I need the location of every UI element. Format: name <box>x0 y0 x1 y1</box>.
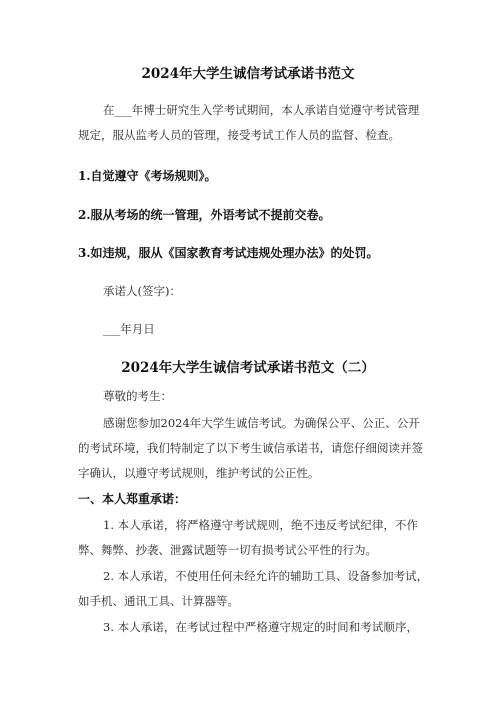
doc2-salutation: 尊敬的考生： <box>103 389 172 403</box>
doc2-commitment-3-line1: 3. 本人承诺，在考试过程中严格遵守规定的时间和考试顺序， <box>103 620 418 634</box>
doc1-intro-line1: 在___年博士研究生入学考试期间，本人承诺自觉遵守考试管理 <box>103 103 420 117</box>
doc2-commitment-1-line2: 弊、舞弊、抄袭、泄露试题等一切有损考试公平性的行为。 <box>78 543 377 557</box>
doc2-para-line2: 的考试环境，我们特制定了以下考生诚信承诺书，请您仔细阅读并签 <box>78 441 423 455</box>
doc1-item-2: 2.服从考场的统一管理，外语考试不提前交卷。 <box>78 208 331 222</box>
doc1-item-1: 1.自觉遵守《考场规则》。 <box>78 169 217 183</box>
doc2-para-line3: 字确认，以遵守考试规则，维护考试的公正性。 <box>78 466 320 480</box>
doc2-para-line1: 感谢您参加2024年大学生诚信考试。为确保公平、公正、公开 <box>103 416 420 430</box>
doc1-intro-line2: 规定，服从监考人员的管理，接受考试工作人员的监督、检查。 <box>78 128 400 142</box>
doc2-commitment-2-line2: 如手机、通讯工具、计算器等。 <box>78 594 239 608</box>
doc1-item-3: 3.如违规，服从《国家教育考试违规处理办法》的处罚。 <box>78 246 379 260</box>
doc1-title: 2024年大学生诚信考试承诺书范文 <box>141 66 355 82</box>
doc2-commitment-2-line1: 2. 本人承诺，不使用任何未经允许的辅助工具、设备参加考试， <box>103 569 429 583</box>
doc2-title: 2024年大学生诚信考试承诺书范文（二） <box>121 360 375 376</box>
doc1-signature-line: 承诺人(签字)： <box>103 284 181 298</box>
doc2-commitment-1-line1: 1. 本人承诺，将严格遵守考试规则，绝不违反考试纪律，不作 <box>103 518 418 532</box>
doc1-date-line: ___年月日 <box>103 322 155 336</box>
doc2-section-heading: 一、本人郑重承诺： <box>78 492 187 506</box>
